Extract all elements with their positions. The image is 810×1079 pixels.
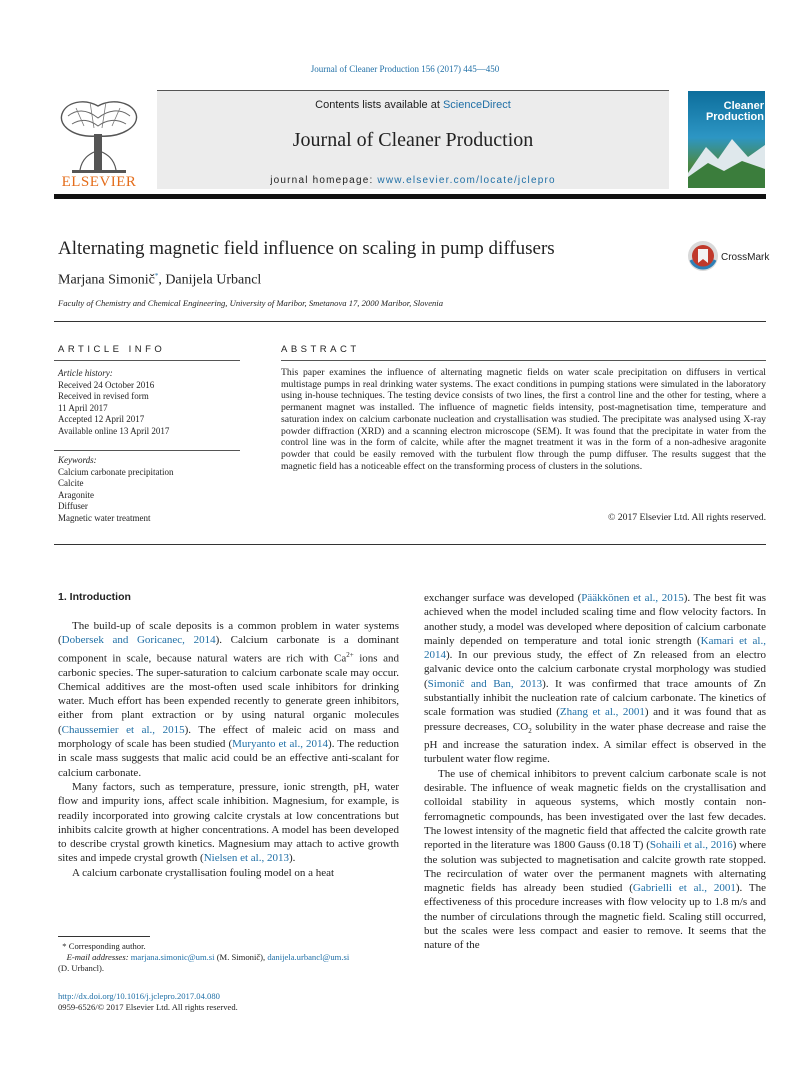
reference-link[interactable]: Chaussemier et al., 2015 [61, 723, 185, 736]
crossmark-label: CrossMark [721, 252, 770, 263]
paragraph: Many factors, such as temperature, pressure, ionic strength, pH, water flow and impurity ions, affect scale inhibition. Magnesium, for example, is readily incorporated into growing calcite crystals at low concentrations but inhibits calcite growth at higher concentrations. A model has been developed to describe crystal growth kinetics. Magnesium may attach to active growth sites and impede crystal growth (Nielsen et al., 2013). [58, 780, 399, 865]
footnote-rule [58, 936, 150, 937]
homepage-link[interactable]: www.elsevier.com/locate/jclepro [377, 175, 556, 186]
paragraph: A calcium carbonate crystallisation fouling model on a heat [72, 866, 335, 879]
divider [54, 450, 240, 451]
contents-prefix: Contents lists available at [315, 99, 443, 111]
article-history [58, 368, 238, 437]
reference-link[interactable]: Zhang et al., 2001 [559, 706, 645, 719]
reference-link[interactable]: Sohaili et al., 2016 [649, 839, 733, 852]
keyword: Magnetic water treatment [58, 512, 151, 523]
keywords [58, 455, 238, 524]
section-heading-introduction: 1. Introduction [58, 591, 131, 603]
journal-header-band [157, 90, 669, 189]
corresponding-author-note: * Corresponding author. [62, 941, 146, 951]
article-info-heading: ARTICLE INFO [58, 344, 166, 355]
body-column-left [58, 619, 399, 880]
homepage-line [157, 175, 669, 186]
keyword: Aragonite [58, 489, 94, 500]
homepage-prefix: journal homepage: [270, 175, 378, 186]
email-addresses: E-mail addresses: marjana.simonic@um.si (M. Simonič), danijela.urbancl@um.si [66, 952, 350, 962]
journal-name: Journal of Cleaner Production [292, 129, 534, 151]
history-item: Available online 13 April 2017 [58, 425, 170, 436]
history-item: Received in revised form [58, 391, 149, 401]
email-owner: (D. Urbancl). [58, 963, 105, 973]
cover-title-line1: Cleaner [723, 100, 764, 112]
history-item: 11 April 2017 [58, 402, 108, 413]
reference-link[interactable]: Gabrielli et al., 2001 [632, 882, 736, 895]
mountain-icon [688, 133, 765, 188]
issn-line: 0959-6526/© 2017 Elsevier Ltd. All rights reserved. [58, 1002, 238, 1012]
cover-title [692, 101, 764, 123]
keyword: Diffuser [58, 501, 88, 511]
history-label: Article history: [58, 368, 113, 378]
abstract-text: This paper examines the influence of alternating magnetic fields on water scale precipitation on diffusers in vertical multistage pumps in real drinking water systems. The exact conditions in pumping stations were simulated in the laboratory using in-house techniques. The testing device consists of two lines, the first a control line and the other for testing, where a permanent magnet was installed. The influence of magnetic fields intensity, post-magnetisation time, temperature and saturation index on calcium carbonate nucleation and crystallisation was studied. The precipitate was analysed using X-ray powder diffraction (XRD) and a scanning electron microscope (SEM). It was found that the precipitate in water from the control line was in the form of calcite, while after the magnet treatment it was in the form of a non-adhesive aragonite powder that could be easily removed with the turbulent flow through the pump diffuser. The results suggest that the magnetic field has a noticeable effect on the transforming process of clusters in the solutions. [281, 367, 766, 472]
crossmark-icon [687, 240, 719, 272]
keyword: Calcium carbonate precipitation [58, 466, 174, 477]
journal-citation[interactable]: Journal of Cleaner Production 156 (2017) 445—450 [310, 64, 500, 74]
history-item: Accepted 12 April 2017 [58, 414, 145, 424]
reference-link[interactable]: Muryanto et al., 2014 [232, 738, 329, 751]
paragraph: The use of chemical inhibitors to prevent calcium carbonate scale is not desirable. The influence of weak magnetic fields on the crystallisation and colloidal stability in aqueous systems, which mostly contain non-ferromagnetic compounds, has been investigated over the last few decades. The lowest intensity of the magnetic field that affected the calcite growth rate reported in the literature was 1800 Gauss (0.18 T) (Sohaili et al., 2016) where the solution was subjected to magnetisation and calcite growth rate stopped. The recirculation of water over the permanent magnets with alternating magnetic fields has already been studied (Gabrielli et al., 2001). The effectiveness of this procedure increases with flow velocity up to 1.8 m/s and the number of circulations through the magnetic field. Scaling still occurred, but the scales were less compact and easier to remove. It seems that the nature of the [424, 767, 766, 952]
author-separator: , [158, 272, 166, 288]
email-link[interactable]: marjana.simonic@um.si [130, 952, 215, 962]
reference-link[interactable]: Kamari et al., 2014 [424, 634, 766, 662]
publisher-logo-text: ELSEVIER [61, 174, 137, 190]
contents-line [157, 99, 669, 111]
article-title: Alternating magnetic field influence on scaling in pump diffusers [58, 238, 555, 259]
crossmark-badge[interactable] [687, 240, 770, 274]
reference-link[interactable]: Simonič and Ban, 2013 [427, 677, 543, 690]
header-rule [54, 194, 766, 199]
keyword: Calcite [58, 478, 84, 488]
paragraph: exchanger surface was developed (Pääkkönen et al., 2015). The best fit was achieved when the model included scaling time and flow velocity factors. In another study, a model was developed where deposition of calcium carbonate mainly depended on temperature and total ionic strength (Kamari et al., 2014). In our previous study, the effect of Zn released from an electro galvanic device onto the calcium carbonate crystal morphology was studied (Simonič and Ban, 2013). It was confirmed that trace amounts of Zn substantially inhibit the nucleation rate of calcium carbonate. The kinetics of scale formation was studied (Zhang et al., 2001) and it was found that as pressure decreases, $CO_2$ solubility in the water phase decrease and raise the pH and increase the saturation index. A similar effect is observed in the turbulent water flow regime. [424, 592, 766, 766]
divider [281, 360, 766, 361]
footnote [58, 941, 403, 974]
abstract-copyright: © 2017 Elsevier Ltd. All rights reserved. [607, 512, 766, 523]
sciencedirect-link[interactable]: ScienceDirect [442, 99, 511, 111]
keywords-label: Keywords: [58, 455, 97, 465]
paragraph: The build-up of scale deposits is a common problem in water systems (Dobersek and Goricanec, 2014). Calcium carbonate is a dominant component in scale, because natural waters are rich with $Ca^{2+}$ ions and carbonic species. The super-saturation to calcium carbonate scale may occur. Chemical additives are the most-often used scale inhibitors for drinking water. Much effort has been expended recently to generate green inhibitors, either from plant extraction or by using natural organic molecules (Chaussemier et al., 2015). The effect of maleic acid on mass and morphology of scale has been studied (Muryanto et al., 2014). The reduction in scale mass suggests that malic acid could be an effective anti-scalant for calcium carbonate. [58, 620, 400, 779]
reference-link[interactable]: Nielsen et al., 2013 [203, 852, 289, 865]
reference-link[interactable]: Dobersek and Goricanec, 2014 [61, 634, 216, 647]
author-list [58, 272, 261, 289]
cover-title-line2: Production [705, 111, 764, 123]
affiliation: Faculty of Chemistry and Chemical Engineering, University of Maribor, Smetanova 17, 2000 Maribor, Slovenia [58, 298, 443, 308]
corresponding-author-mark[interactable]: * [154, 272, 159, 280]
author-1[interactable]: Marjana Simonič [58, 272, 155, 288]
divider [54, 360, 240, 361]
email-link[interactable]: danijela.urbancl@um.si [267, 952, 350, 962]
journal-cover-image[interactable] [688, 91, 765, 188]
divider [54, 544, 766, 545]
author-2[interactable]: Danijela Urbancl [165, 272, 262, 288]
reference-link[interactable]: Pääkkönen et al., 2015 [581, 592, 684, 604]
doi-link[interactable]: http://dx.doi.org/10.1016/j.jclepro.2017.04.080 [58, 991, 220, 1001]
body-column-right [424, 591, 766, 953]
history-item: Received 24 October 2016 [58, 379, 155, 390]
abstract-heading: ABSTRACT [281, 344, 360, 355]
divider [54, 321, 766, 322]
